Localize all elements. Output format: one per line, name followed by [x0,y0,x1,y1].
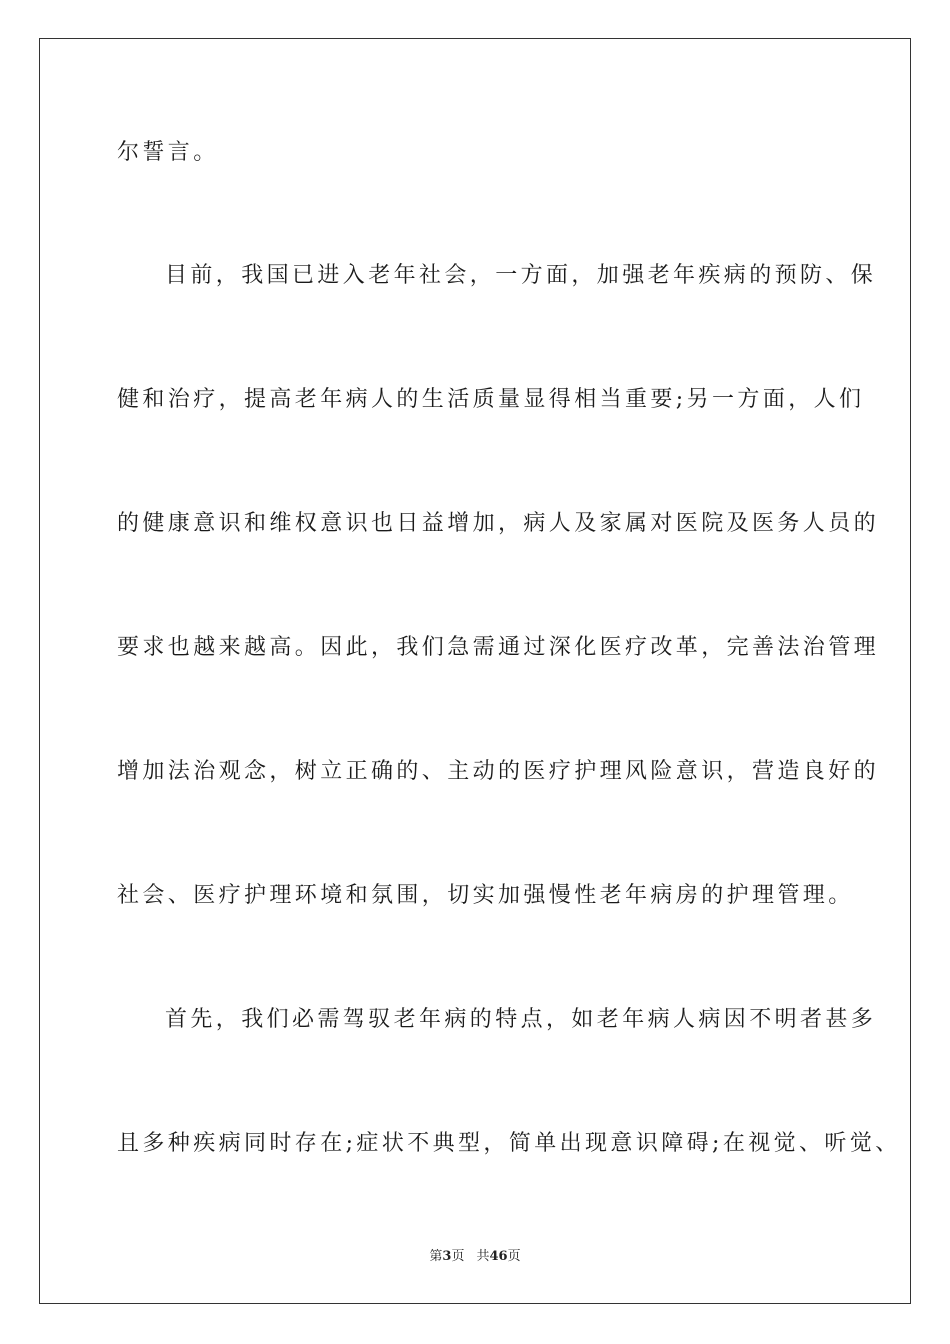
text-line-2: 目前，我国已进入老年社会，一方面，加强老年疾病的预防、保 [165,263,877,288]
text-line-1: 尔誓言。 [117,140,219,165]
text-line-6: 增加法治观念，树立正确的、主动的医疗护理风险意识，营造良好的 [117,759,880,784]
text-line-7: 社会、医疗护理环境和氛围，切实加强慢性老年病房的护理管理。 [117,883,854,908]
text-line-4: 的健康意识和维权意识也日益增加，病人及家属对医院及医务人员的 [117,511,880,536]
total-prefix: 共 [476,1249,490,1264]
total-suffix: 页 [507,1249,521,1264]
page-footer [0,1248,950,1266]
page-number: 3 [442,1249,452,1264]
text-line-3: 健和治疗，提高老年病人的生活质量显得相当重要;另一方面，人们 [117,387,865,412]
text-line-8: 首先，我们必需驾驭老年病的特点，如老年病人病因不明者甚多 [165,1007,877,1032]
page-suffix: 页 [451,1249,465,1264]
text-line-9: 且多种疾病同时存在;症状不典型，简单出现意识障碍;在视觉、听觉、 [117,1131,901,1156]
total-pages: 46 [489,1249,508,1264]
page-border [39,38,911,1304]
page-prefix: 第 [429,1249,443,1264]
text-line-5: 要求也越来越高。因此，我们急需通过深化医疗改革，完善法治管理 [117,635,880,660]
